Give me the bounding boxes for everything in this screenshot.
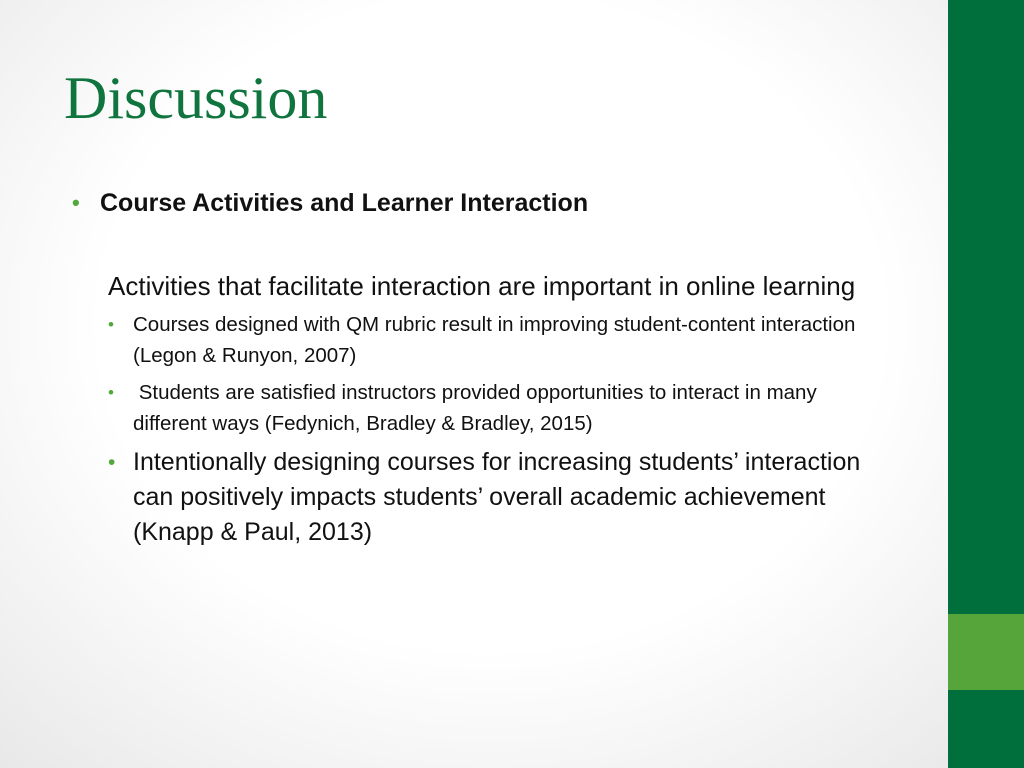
list-item [108,445,893,550]
sub-bullet-list [72,309,892,550]
list-item-text: Intentionally designing courses for increasing students’ interaction can positively impacts students’ overall academic achievement (Knapp & Paul, 2013) [133,448,861,546]
heading-bullet [72,186,892,220]
bullet-icon: • [72,190,80,215]
list-item [108,377,893,439]
sidebar-light-green-accent [948,614,1024,690]
heading-text: Course Activities and Learner Interaction [100,189,589,217]
bullet-icon: • [108,451,116,474]
bullet-icon: • [108,383,114,402]
list-item-text: Students are satisfied instructors provided opportunities to interact in many different ways (Fedynich, Bradley & Bradley, 2015) [133,381,823,435]
bullet-icon: • [108,315,114,334]
list-item-text: Courses designed with QM rubric result in improving student-content interaction (Legon & Runyon, 2007) [133,313,856,367]
list-item [108,309,893,371]
lead-paragraph: Activities that facilitate interaction are important in online learning [108,271,856,301]
slide-content [72,186,892,556]
slide-title: Discussion [64,65,328,131]
